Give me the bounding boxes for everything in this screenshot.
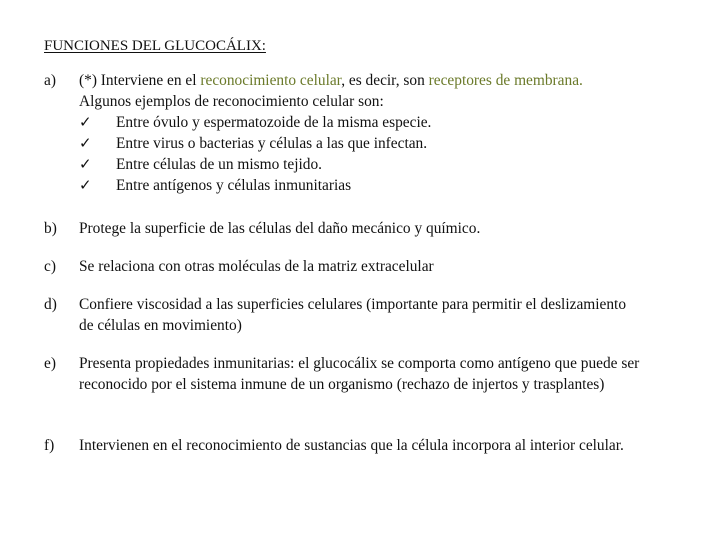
check-icon: ✓ <box>79 176 92 194</box>
list-item <box>79 154 704 175</box>
highlight-term: reconocimiento celular <box>200 72 342 89</box>
item-text: Se relaciona con otras moléculas de la matriz extracelular <box>79 258 434 275</box>
item-letter: e) <box>44 355 56 372</box>
example-text: Entre virus o bacterias y células a las que infectan. <box>116 135 428 152</box>
examples-list <box>79 112 704 196</box>
list-item <box>79 133 704 154</box>
list-item <box>79 112 704 133</box>
item-a-intro-1: (*) Interviene en el <box>79 72 201 89</box>
example-text: Entre células de un mismo tejido. <box>116 156 323 173</box>
example-text: Entre óvulo y espermatozoide de la misma especie. <box>116 114 432 131</box>
page-title: FUNCIONES DEL GLUCOCÁLIX: <box>44 38 266 54</box>
list-item <box>79 175 704 196</box>
check-icon: ✓ <box>79 113 92 131</box>
item-text: Protege la superficie de las células del daño mecánico y químico. <box>79 220 481 237</box>
item-letter: f) <box>44 437 55 454</box>
item-body <box>79 70 704 196</box>
item-letter: a) <box>44 72 56 89</box>
check-icon: ✓ <box>79 134 92 152</box>
example-text: Entre antígenos y células inmunitarias <box>116 177 352 194</box>
item-letter: c) <box>44 258 56 275</box>
item-a-line1 <box>79 70 704 91</box>
item-text: Confiere viscosidad a las superficies celulares (importante para permitir el deslizamiento de células en movimiento) <box>79 296 627 334</box>
item-letter: b) <box>44 220 57 237</box>
item-letter: d) <box>44 296 57 313</box>
item-text: Intervienen en el reconocimiento de sustancias que la célula incorpora al interior celular. <box>79 437 624 454</box>
item-a-line2: Algunos ejemplos de reconocimiento celular son: <box>79 93 384 110</box>
check-icon: ✓ <box>79 155 92 173</box>
item-a-intro-2: , es decir, son <box>341 72 429 89</box>
highlight-term: receptores de membrana. <box>428 72 583 89</box>
item-text: Presenta propiedades inmunitarias: el glucocálix se comporta como antígeno que puede ser reconocido por el sistema inmune de un organismo (rechazo de injertos y trasplantes) <box>79 355 640 393</box>
